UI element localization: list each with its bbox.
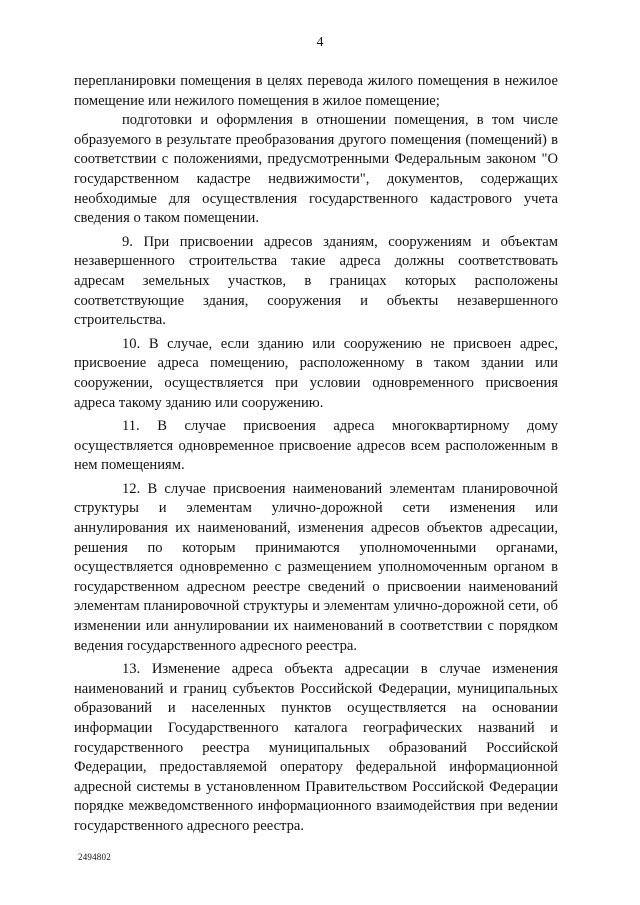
paragraph-13: 13. Изменение адреса объекта адресации в случае изменения наименований и границ субъектов Российской Федерации, муниципальных образований и населенных пунктов осуществляется на основании информации Государственного каталога географических названий и государственного реестра муниципальных образований Российской Федерации, предоставляемой оператору федеральной информационной адресной системы в установленном Правительством Российской Федерации порядке межведомственного информационного взаимодействия при ведении государственного адресного реестра. — [74, 661, 558, 834]
document-code: 2494802 — [78, 852, 111, 862]
paragraph-12: 12. В случае присвоения наименований элементам планировочной структуры и элементам улично-дорожной сети изменения или аннулирования их наименований, изменения адресов объектов адресации, решения по которым принимаются уполномоченными органами, осуществляется одновременно с размещением уполномоченным органом в государственном адресном реестре сведений о присвоении наименований элементам планировочной структуры и элементам улично-дорожной сети, об изменении или аннулировании их наименований в соответствии с порядком ведения государственного адресного реестра. — [74, 480, 558, 654]
paragraph-continuation: перепланировки помещения в целях перевода жилого помещения в нежилое помещение или нежилого помещения в жилое помещение; — [74, 73, 558, 109]
paragraph-11: 11. В случае присвоения адреса многоквартирному дому осуществляется одновременное присвоение адресов всем расположенным в нем помещениям. — [74, 418, 558, 474]
paragraph-9: 9. При присвоении адресов зданиям, сооружениям и объектам незавершенного строительства такие адреса должны соответствовать адресам земельных участков, в границах которых расположены соответствующие здания, сооружения и объекты незавершенного строительства. — [74, 233, 558, 329]
paragraph-10: 10. В случае, если зданию или сооружению не присвоен адрес, присвоение адреса помещению, расположенному в таком здании или сооружении, осуществляется при условии одновременного присвоения адреса такому зданию или сооружению. — [74, 335, 558, 411]
paragraph-preparation: подготовки и оформления в отношении помещения, в том числе образуемого в результате преобразования другого помещения (помещений) в соответствии с положениями, предусмотренными Федеральным законом "О государственном кадастре недвижимости", документов, содержащих необходимые для осуществления государственного кадастрового учета сведения о таком помещении. — [74, 112, 558, 227]
page-number: 4 — [316, 35, 324, 50]
document-body — [74, 72, 558, 837]
